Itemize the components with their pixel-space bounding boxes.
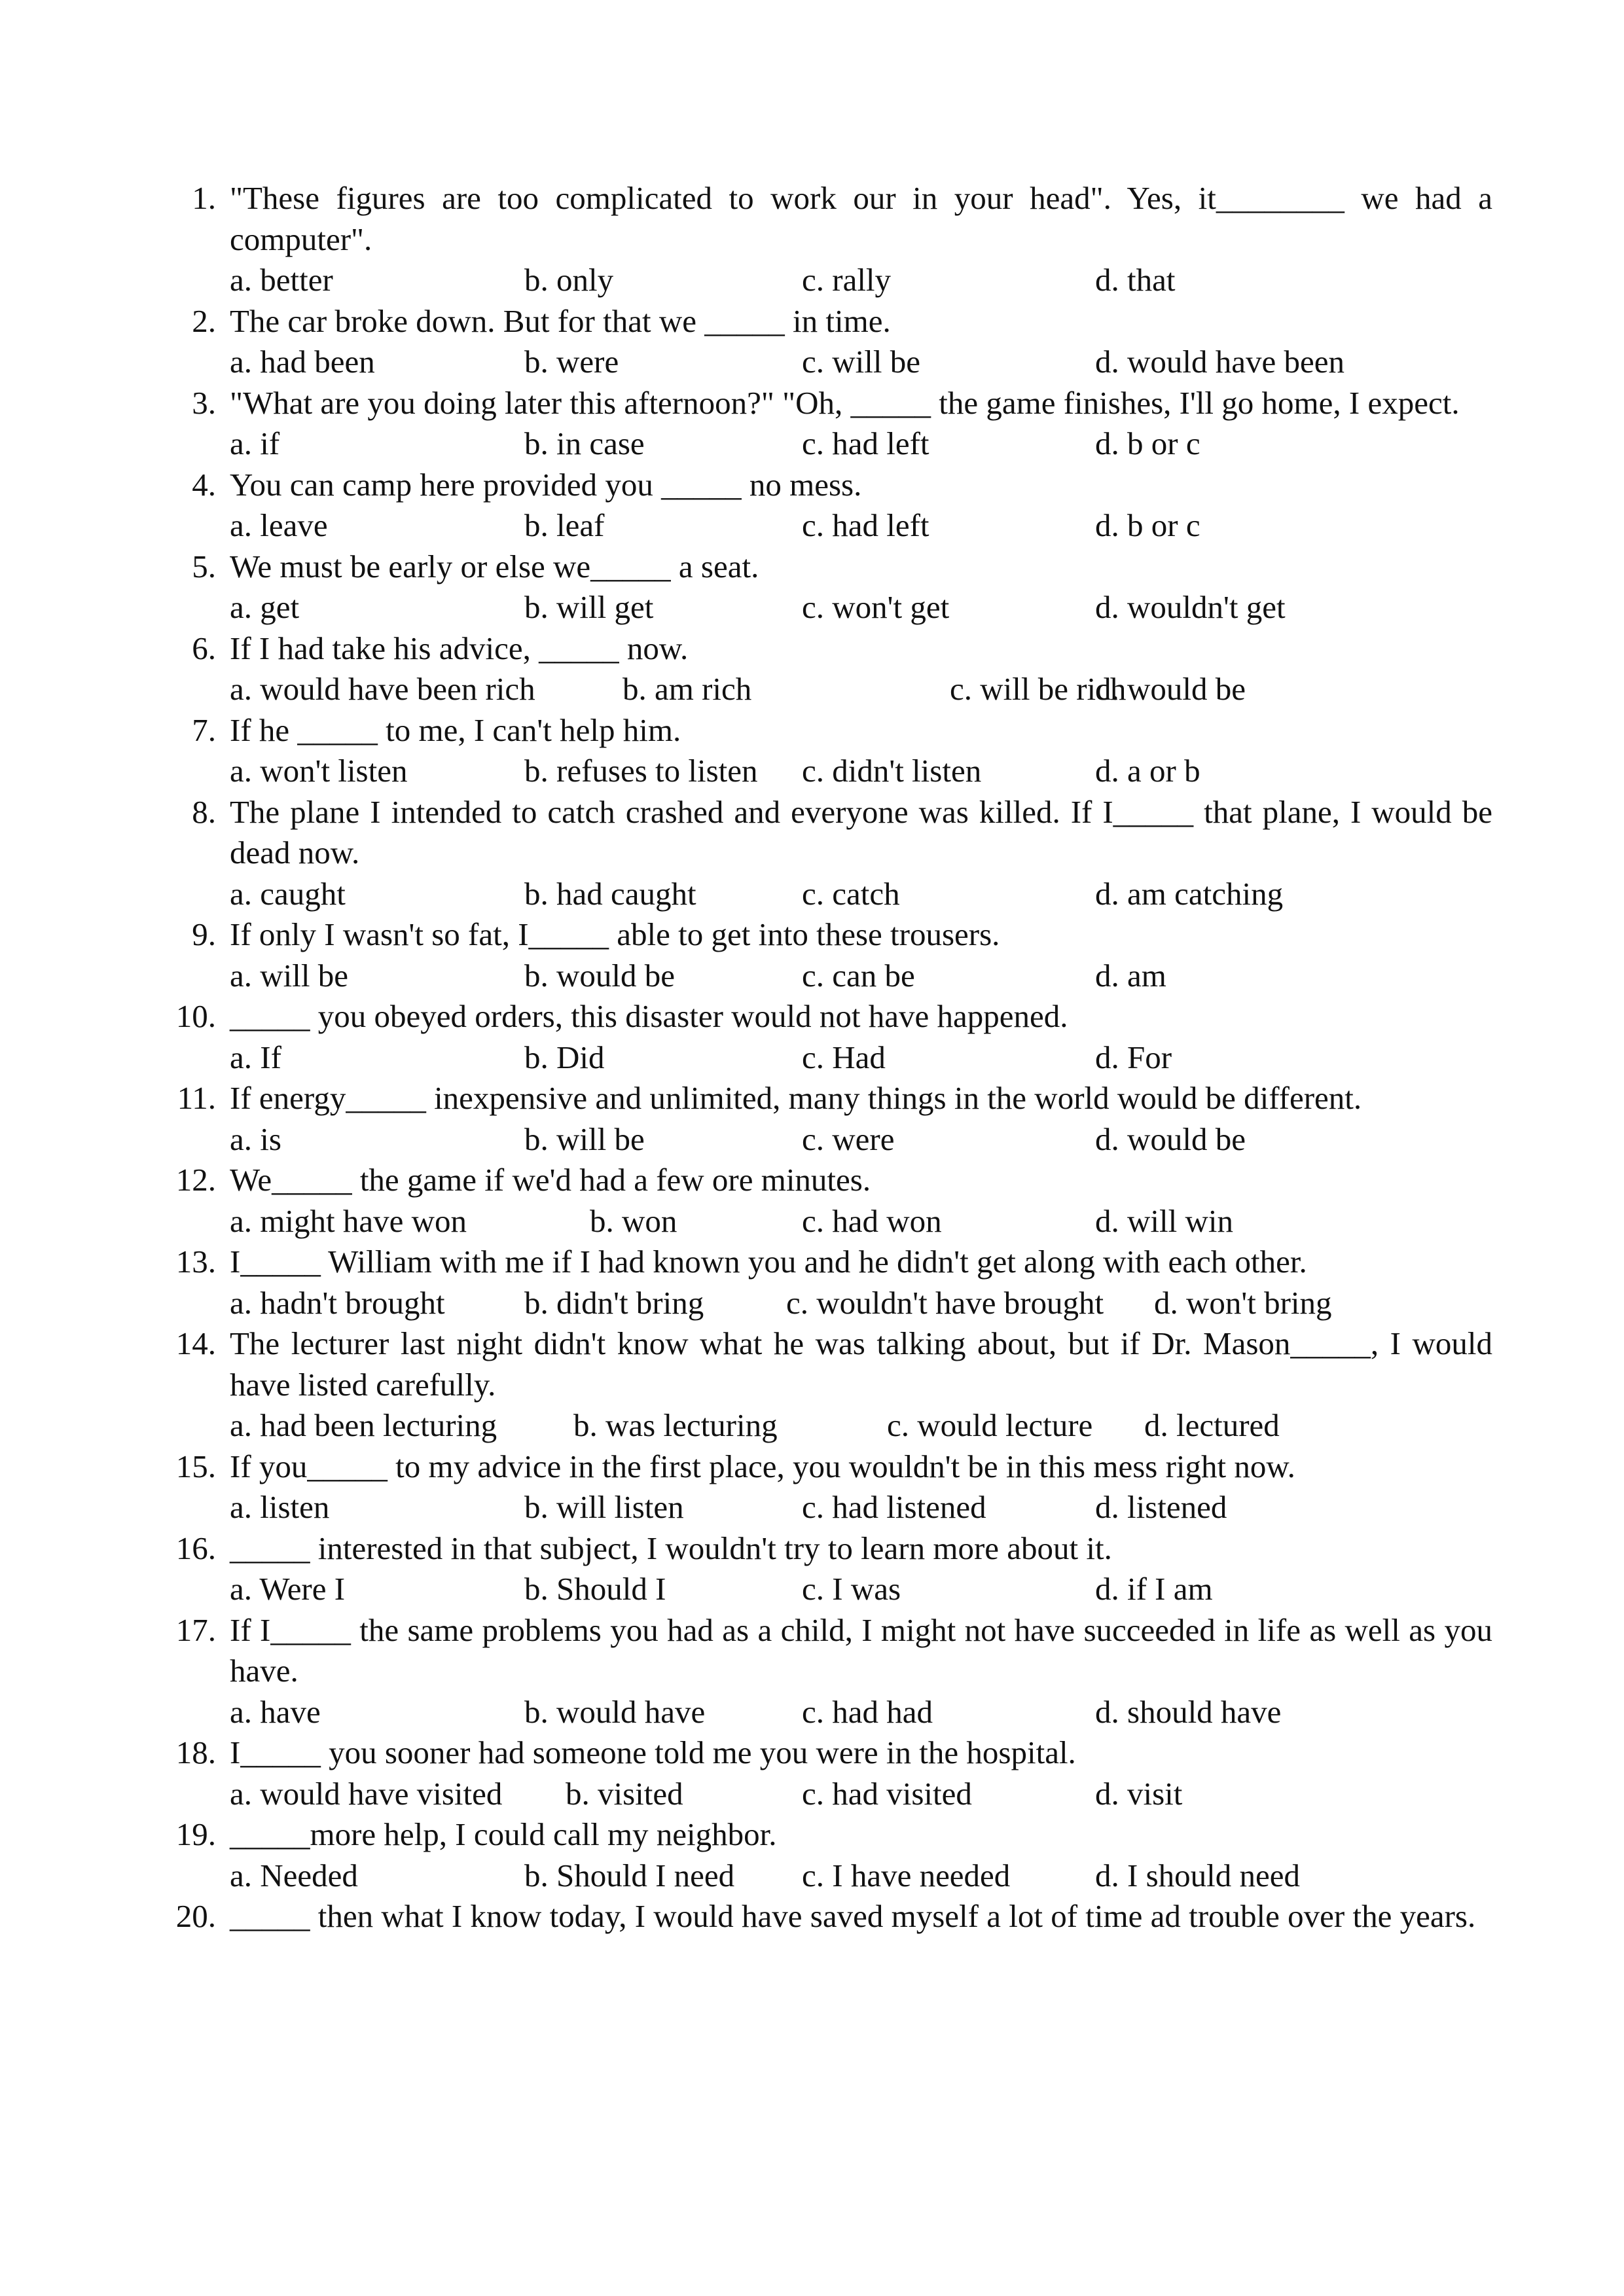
answer-option-d: d. won't bring bbox=[1154, 1284, 1332, 1321]
question-text: You can camp here provided you _____ no mess. bbox=[230, 466, 862, 503]
answer-option-d: d. will win bbox=[1095, 1202, 1233, 1239]
question-item bbox=[144, 383, 1492, 465]
answer-options bbox=[230, 1119, 1492, 1160]
answer-option-a: a. is bbox=[230, 1121, 281, 1157]
answer-options bbox=[230, 1037, 1492, 1079]
question-number: 17. bbox=[175, 1611, 216, 1648]
question-text: The plane I intended to catch crashed and everyone was killed. If I_____ that plane, I would be dead now. bbox=[230, 793, 1492, 870]
answer-option-d: d. b or c bbox=[1095, 425, 1200, 461]
answer-option-b: b. only bbox=[524, 262, 614, 298]
question-item bbox=[144, 710, 1492, 792]
answer-option-c: c. would lecture bbox=[887, 1407, 1093, 1443]
question-number: 4. bbox=[192, 466, 216, 503]
answer-option-b: b. visited bbox=[566, 1775, 683, 1812]
answer-options bbox=[230, 342, 1492, 383]
answer-option-a: a. if bbox=[230, 425, 280, 461]
answer-option-c: c. didn't listen bbox=[802, 753, 982, 789]
question-number: 6. bbox=[192, 630, 216, 666]
answer-options bbox=[230, 1692, 1492, 1733]
question-text: We_____ the game if we'd had a few ore minutes. bbox=[230, 1162, 871, 1198]
answer-option-d: d. would be bbox=[1095, 1121, 1246, 1157]
answer-option-c: c. had visited bbox=[802, 1775, 972, 1812]
answer-option-a: a. would have visited bbox=[230, 1775, 503, 1812]
answer-option-d: d. should have bbox=[1095, 1693, 1282, 1730]
answer-option-d: d. lectured bbox=[1144, 1407, 1280, 1443]
answer-option-d: d. b or c bbox=[1095, 507, 1200, 543]
answer-option-c: c. catch bbox=[802, 875, 900, 912]
question-text: _____more help, I could call my neighbor. bbox=[230, 1816, 777, 1852]
question-item bbox=[144, 1528, 1492, 1610]
question-item bbox=[144, 1732, 1492, 1814]
answer-option-c: c. I have needed bbox=[802, 1857, 1011, 1893]
answer-option-a: a. had been lecturing bbox=[230, 1407, 497, 1443]
question-number: 12. bbox=[175, 1162, 216, 1198]
answer-option-b: b. didn't bring bbox=[524, 1284, 704, 1321]
answer-option-b: b. Did bbox=[524, 1039, 605, 1075]
answer-option-c: c. will be bbox=[802, 344, 920, 380]
answer-option-a: a. caught bbox=[230, 875, 346, 912]
answer-options bbox=[230, 1487, 1492, 1528]
answer-options bbox=[230, 751, 1492, 792]
question-text: _____ then what I know today, I would have saved myself a lot of time ad trouble over the years. bbox=[230, 1898, 1476, 1934]
answer-option-b: b. will get bbox=[524, 589, 654, 625]
answer-option-d: d. a or b bbox=[1095, 753, 1200, 789]
question-number: 16. bbox=[175, 1530, 216, 1566]
answer-options bbox=[230, 874, 1492, 915]
question-item bbox=[144, 547, 1492, 628]
answer-option-c: c. I was bbox=[802, 1571, 901, 1607]
answer-option-d: d. I should need bbox=[1095, 1857, 1300, 1893]
answer-option-c: c. won't get bbox=[802, 589, 950, 625]
question-number: 13. bbox=[175, 1244, 216, 1280]
answer-options bbox=[230, 423, 1492, 465]
answer-options bbox=[230, 505, 1492, 547]
question-text: If he _____ to me, I can't help him. bbox=[230, 711, 681, 748]
question-text: I_____ William with me if I had known you and he didn't get along with each other. bbox=[230, 1244, 1307, 1280]
answer-options bbox=[230, 1856, 1492, 1897]
question-item bbox=[144, 1446, 1492, 1528]
question-text: I_____ you sooner had someone told me you were in the hospital. bbox=[230, 1734, 1076, 1770]
question-number: 3. bbox=[192, 384, 216, 421]
question-number: 11. bbox=[177, 1080, 216, 1116]
answer-options bbox=[230, 956, 1492, 997]
answer-option-b: b. am rich bbox=[623, 671, 752, 707]
answer-option-d: d. listened bbox=[1095, 1489, 1227, 1525]
answer-option-b: b. were bbox=[524, 344, 619, 380]
answer-options bbox=[230, 1569, 1492, 1610]
answer-option-b: b. leaf bbox=[524, 507, 605, 543]
answer-options bbox=[230, 260, 1492, 301]
answer-option-b: b. had caught bbox=[524, 875, 696, 912]
answer-option-c: c. Had bbox=[802, 1039, 886, 1075]
answer-option-a: a. leave bbox=[230, 507, 328, 543]
answer-option-b: b. was lecturing bbox=[573, 1407, 778, 1443]
answer-option-a: a. better bbox=[230, 262, 333, 298]
question-item bbox=[144, 792, 1492, 915]
question-item bbox=[144, 1896, 1492, 1937]
question-item bbox=[144, 1610, 1492, 1733]
question-text: The car broke down. But for that we _____ in time. bbox=[230, 302, 891, 339]
answer-option-b: b. would be bbox=[524, 957, 675, 994]
question-item bbox=[144, 465, 1492, 547]
answer-option-a: a. would have been rich bbox=[230, 671, 535, 707]
question-number: 1. bbox=[192, 180, 216, 216]
question-number: 2. bbox=[192, 302, 216, 339]
question-number: 10. bbox=[175, 998, 216, 1034]
question-text: If I_____ the same problems you had as a child, I might not have succeeded in life as well as you have. bbox=[230, 1611, 1492, 1689]
answer-option-a: a. had been bbox=[230, 344, 375, 380]
answer-option-a: a. listen bbox=[230, 1489, 330, 1525]
answer-option-a: a. might have won bbox=[230, 1202, 467, 1239]
answer-option-c: c. rally bbox=[802, 262, 892, 298]
answer-option-d: d. would have been bbox=[1095, 344, 1344, 380]
question-number: 7. bbox=[192, 711, 216, 748]
question-item bbox=[144, 1814, 1492, 1896]
answer-option-a: a. won't listen bbox=[230, 753, 408, 789]
answer-option-a: a. If bbox=[230, 1039, 281, 1075]
question-item bbox=[144, 1160, 1492, 1242]
answer-options bbox=[230, 1774, 1492, 1815]
answer-option-b: b. Should I need bbox=[524, 1857, 735, 1893]
question-text: If only I wasn't so fat, I_____ able to get into these trousers. bbox=[230, 916, 1000, 952]
answer-option-a: a. will be bbox=[230, 957, 348, 994]
answer-option-c: c. had had bbox=[802, 1693, 933, 1730]
answer-option-d: d. am catching bbox=[1095, 875, 1284, 912]
answer-option-b: b. would have bbox=[524, 1693, 706, 1730]
answer-option-d: d. that bbox=[1095, 262, 1176, 298]
answer-option-c: c. had left bbox=[802, 507, 929, 543]
answer-option-a: a. have bbox=[230, 1693, 321, 1730]
question-item bbox=[144, 1323, 1492, 1446]
answer-option-b: b. will listen bbox=[524, 1489, 684, 1525]
answer-option-c: c. had left bbox=[802, 425, 929, 461]
question-item bbox=[144, 996, 1492, 1078]
question-item bbox=[144, 178, 1492, 301]
answer-option-c: c. will be rich bbox=[950, 671, 1127, 707]
question-number: 5. bbox=[192, 548, 216, 584]
question-text: If you_____ to my advice in the first place, you wouldn't be in this mess right now. bbox=[230, 1448, 1295, 1484]
answer-option-c: c. were bbox=[802, 1121, 895, 1157]
answer-options bbox=[230, 1283, 1492, 1324]
answer-option-c: c. had won bbox=[802, 1202, 942, 1239]
question-list bbox=[144, 178, 1492, 1937]
question-item bbox=[144, 914, 1492, 996]
answer-option-c: c. wouldn't have brought bbox=[786, 1284, 1104, 1321]
question-number: 9. bbox=[192, 916, 216, 952]
question-text: _____ you obeyed orders, this disaster would not have happened. bbox=[230, 998, 1068, 1034]
answer-option-b: b. won bbox=[590, 1202, 677, 1239]
answer-option-a: a. Were I bbox=[230, 1571, 346, 1607]
answer-option-d: d. wouldn't get bbox=[1095, 589, 1286, 625]
answer-options bbox=[230, 1201, 1492, 1242]
question-text: "These figures are too complicated to work our in your head". Yes, it________ we had a computer". bbox=[230, 180, 1492, 257]
question-number: 8. bbox=[192, 793, 216, 830]
question-text: "What are you doing later this afternoon?" "Oh, _____ the game finishes, I'll go home, I expect. bbox=[230, 384, 1460, 421]
answer-option-d: d. am bbox=[1095, 957, 1166, 994]
question-text: The lecturer last night didn't know what he was talking about, but if Dr. Mason_____, I would have listed carefully. bbox=[230, 1325, 1492, 1403]
answer-option-d: d. For bbox=[1095, 1039, 1172, 1075]
answer-option-d: d. visit bbox=[1095, 1775, 1183, 1812]
question-text: _____ interested in that subject, I wouldn't try to learn more about it. bbox=[230, 1530, 1112, 1566]
question-item bbox=[144, 1242, 1492, 1323]
answer-option-c: c. can be bbox=[802, 957, 915, 994]
question-number: 19. bbox=[175, 1816, 216, 1852]
answer-option-a: a. Needed bbox=[230, 1857, 358, 1893]
question-text: If I had take his advice, _____ now. bbox=[230, 630, 689, 666]
answer-option-d: d. would be bbox=[1095, 671, 1246, 707]
answer-option-a: a. hadn't brought bbox=[230, 1284, 445, 1321]
answer-option-c: c. had listened bbox=[802, 1489, 986, 1525]
answer-option-b: b. in case bbox=[524, 425, 645, 461]
answer-option-a: a. get bbox=[230, 589, 300, 625]
answer-option-b: b. refuses to listen bbox=[524, 753, 758, 789]
question-number: 20. bbox=[175, 1898, 216, 1934]
answer-options bbox=[230, 669, 1492, 710]
question-text: If energy_____ inexpensive and unlimited, many things in the world would be different. bbox=[230, 1080, 1362, 1116]
question-item bbox=[144, 1078, 1492, 1160]
answer-options bbox=[230, 1405, 1492, 1446]
question-number: 14. bbox=[175, 1325, 216, 1361]
answer-option-b: b. will be bbox=[524, 1121, 645, 1157]
question-item bbox=[144, 628, 1492, 710]
question-item bbox=[144, 301, 1492, 383]
answer-options bbox=[230, 587, 1492, 628]
answer-option-b: b. Should I bbox=[524, 1571, 666, 1607]
answer-option-d: d. if I am bbox=[1095, 1571, 1213, 1607]
question-number: 15. bbox=[175, 1448, 216, 1484]
question-text: We must be early or else we_____ a seat. bbox=[230, 548, 759, 584]
question-number: 18. bbox=[175, 1734, 216, 1770]
